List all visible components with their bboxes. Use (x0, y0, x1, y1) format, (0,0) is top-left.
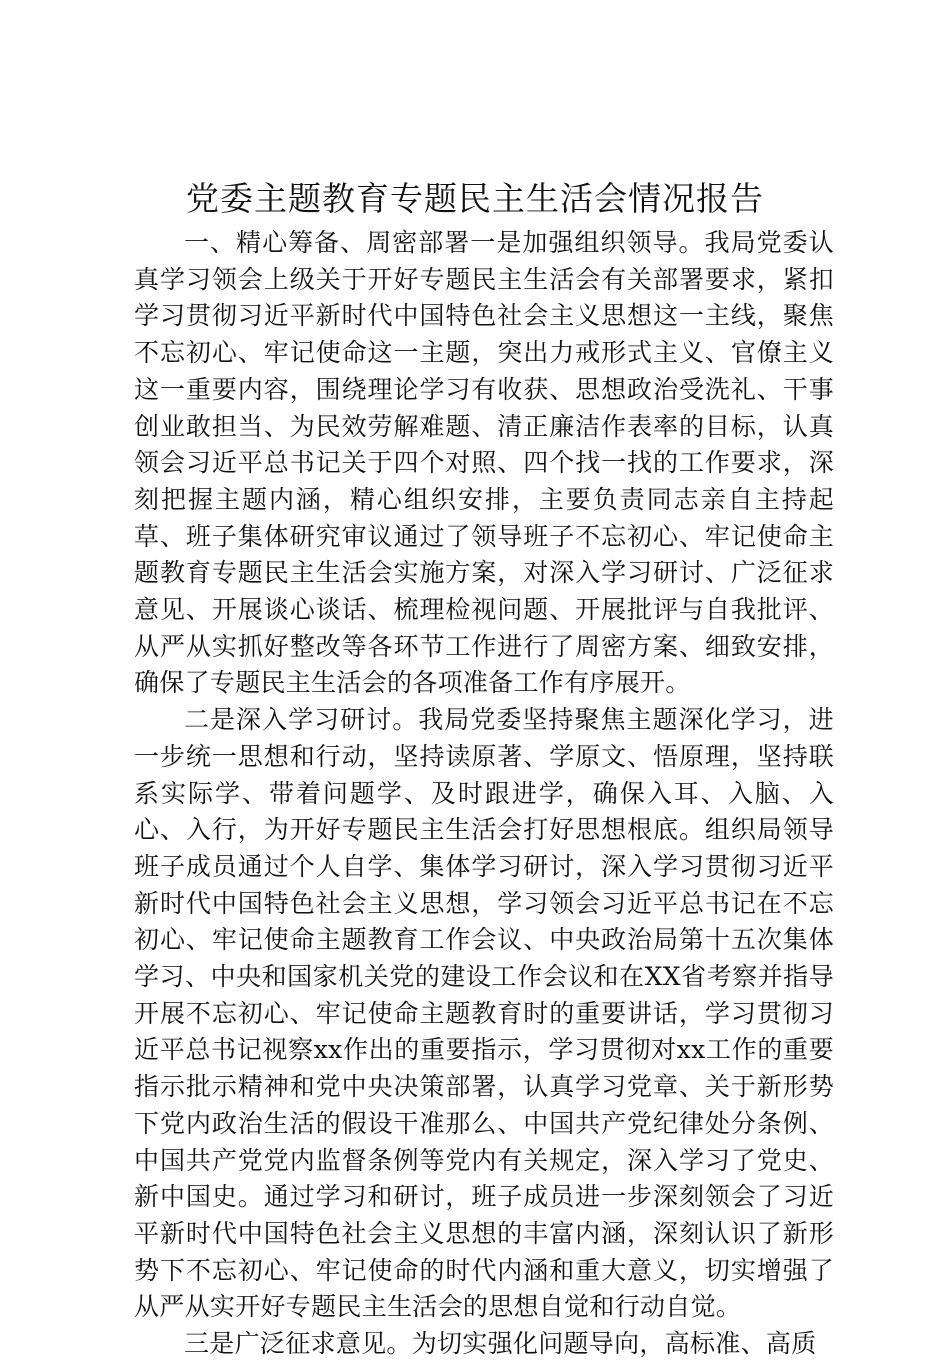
paragraph-1: 一、精心筹备、周密部署一是加强组织领导。我局党委认真学习领会上级关于开好专题民主生活会有关部署要求，紧扣学习贯彻习近平新时代中国特色社会主义思想这一主线，聚焦不忘初心、牢记使命这一主题，突出力戒形式主义、官僚主义这一重要内容，围绕理论学习有收获、思想政治受洗礼、干事创业敢担当、为民效劳解难题、清正廉洁作表率的目标，认真领会习近平总书记关于四个对照、四个找一找的工作要求，深刻把握主题内涵，精心组织安排，主要负责同志亲自主持起草、班子集体研究审议通过了领导班子不忘初心、牢记使命主题教育专题民主生活会实施方案，对深入学习研讨、广泛征求意见、开展谈心谈话、梳理检视问题、开展批评与自我批评、从严从实抓好整改等各环节工作进行了周密方案、细致安排，确保了专题民主生活会的各项准备工作有序展开。 (134, 228, 834, 698)
document-title: 党委主题教育专题民主生活会情况报告 (186, 179, 764, 218)
paragraph-3: 三是广泛征求意见。为切实强化问题导向，高标准、高质 (184, 1329, 817, 1359)
paragraph-2: 二是深入学习研讨。我局党委坚持聚焦主题深化学习，进一步统一思想和行动，坚持读原著、学原文、悟原理，坚持联系实际学、带着问题学、及时跟进学，确保入耳、入脑、入心、入行，为开好专题民主生活会打好思想根底。组织局领导班子成员通过个人自学、集体学习研讨，深入学习贯彻习近平新时代中国特色社会主义思想，学习领会习近平总书记在不忘初心、牢记使命主题教育工作会议、中央政治局第十五次集体学习、中央和国家机关党的建设工作会议和在XX省考察并指导开展不忘初心、牢记使命主题教育时的重要讲话，学习贯彻习近平总书记视察xx作出的重要指示，学习贯彻对xx工作的重要指示批示精神和党中央决策部署，认真学习党章、关于新形势下党内政治生活的假设干准那么、中国共产党纪律处分条例、中国共产党党内监督条例等党内有关规定，深入学习了党史、新中国史。通过学习和研讨，班子成员进一步深刻领会了习近平新时代中国特色社会主义思想的丰富内涵，深刻认识了新形势下不忘初心、牢记使命的时代内涵和重大意义，切实增强了从严从实开好专题民主生活会的思想自觉和行动自觉。 (134, 705, 834, 1322)
document-body (134, 225, 834, 1363)
